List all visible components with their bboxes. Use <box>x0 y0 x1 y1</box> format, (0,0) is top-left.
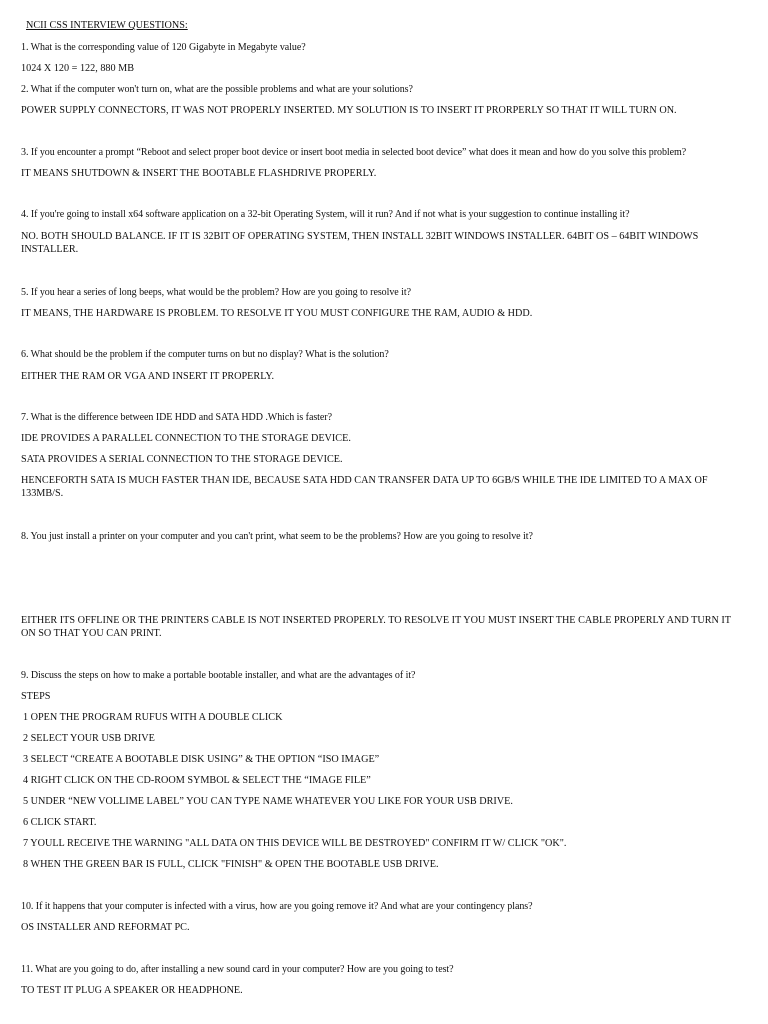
question-8: 8. You just install a printer on your computer and you can't print, what seem to be the problems? How are you going to resolve it? <box>21 531 533 542</box>
step-3: 3 SELECT “CREATE A BOOTABLE DISK USING” & THE OPTION “ISO IMAGE” <box>23 754 380 765</box>
step-2: 2 SELECT YOUR USB DRIVE <box>23 733 155 744</box>
question-1: 1. What is the corresponding value of 120 Gigabyte in Megabyte value? <box>21 42 306 53</box>
question-3: 3. If you encounter a prompt “Reboot and select proper boot device or insert boot media in selected boot device” what does it mean and how do you solve this problem? <box>21 147 687 158</box>
question-7: 7. What is the difference between IDE HDD and SATA HDD .Which is faster? <box>21 412 332 423</box>
step-5: 5 UNDER “NEW VOLLIME LABEL” YOU CAN TYPE NAME WHATEVER YOU LIKE FOR YOUR USB DRIVE. <box>23 796 513 807</box>
steps-label: STEPS <box>21 691 51 702</box>
document-title: NCII CSS INTERVIEW QUESTIONS: <box>26 20 188 31</box>
answer-7-line-3: HENCEFORTH SATA IS MUCH FASTER THAN IDE, BECAUSE SATA HDD CAN TRANSFER DATA UP TO 6GB/S WHILE THE IDE LIMITED TO A MAX OF 133MB/S. <box>21 475 708 499</box>
question-11: 11. What are you going to do, after installing a new sound card in your computer? How are you going to test? <box>21 964 454 975</box>
question-2: 2. What if the computer won't turn on, what are the possible problems and what are your solutions? <box>21 84 413 95</box>
question-9: 9. Discuss the steps on how to make a portable bootable installer, and what are the advantages of it? <box>21 670 416 681</box>
answer-7-line-2: SATA PROVIDES A SERIAL CONNECTION TO THE STORAGE DEVICE. <box>21 454 343 465</box>
answer-2: POWER SUPPLY CONNECTORS, IT WAS NOT PROPERLY INSERTED. MY SOLUTION IS TO INSERT IT PRORPERLY SO THAT IT WILL TURN ON. <box>21 105 677 116</box>
question-10: 10. If it happens that your computer is infected with a virus, how are you going remove it? And what are your contingency plans? <box>21 901 533 912</box>
answer-11: TO TEST IT PLUG A SPEAKER OR HEADPHONE. <box>21 985 243 996</box>
step-4: 4 RIGHT CLICK ON THE CD-ROOM SYMBOL & SELECT THE “IMAGE FILE” <box>23 775 371 786</box>
answer-4: NO. BOTH SHOULD BALANCE. IF IT IS 32BIT OF OPERATING SYSTEM, THEN INSTALL 32BIT WINDOWS INSTALLER. 64BIT OS – 64BIT WINDOWS INSTALLER. <box>21 231 699 255</box>
step-6: 6 CLICK START. <box>23 817 97 828</box>
answer-6: EITHER THE RAM OR VGA AND INSERT IT PROPERLY. <box>21 371 274 382</box>
answer-7-line-1: IDE PROVIDES A PARALLEL CONNECTION TO THE STORAGE DEVICE. <box>21 433 351 444</box>
step-1: 1 OPEN THE PROGRAM RUFUS WITH A DOUBLE CLICK <box>23 712 283 723</box>
question-4: 4. If you're going to install x64 software application on a 32-bit Operating System, will it run? And if not what is your suggestion to continue installing it? <box>21 209 630 220</box>
question-6: 6. What should be the problem if the computer turns on but no display? What is the solution? <box>21 349 389 360</box>
step-7: 7 YOULL RECEIVE THE WARNING "ALL DATA ON THIS DEVICE WILL BE DESTROYED" CONFIRM IT W/ CLICK "OK". <box>23 838 567 849</box>
step-8: 8 WHEN THE GREEN BAR IS FULL, CLICK "FINISH" & OPEN THE BOOTABLE USB DRIVE. <box>23 859 439 870</box>
answer-10: OS INSTALLER AND REFORMAT PC. <box>21 922 190 933</box>
answer-3: IT MEANS SHUTDOWN & INSERT THE BOOTABLE FLASHDRIVE PROPERLY. <box>21 168 377 179</box>
answer-1: 1024 X 120 = 122, 880 MB <box>21 63 135 74</box>
question-5: 5. If you hear a series of long beeps, what would be the problem? How are you going to resolve it? <box>21 287 411 298</box>
answer-8: EITHER ITS OFFLINE OR THE PRINTERS CABLE IS NOT INSERTED PROPERLY. TO RESOLVE IT YOU MUST INSERT THE CABLE PROPERLY AND TURN IT ON SO THAT YOU CAN PRINT. <box>21 615 731 639</box>
answer-5: IT MEANS, THE HARDWARE IS PROBLEM. TO RESOLVE IT YOU MUST CONFIGURE THE RAM, AUDIO & HDD. <box>21 308 533 319</box>
